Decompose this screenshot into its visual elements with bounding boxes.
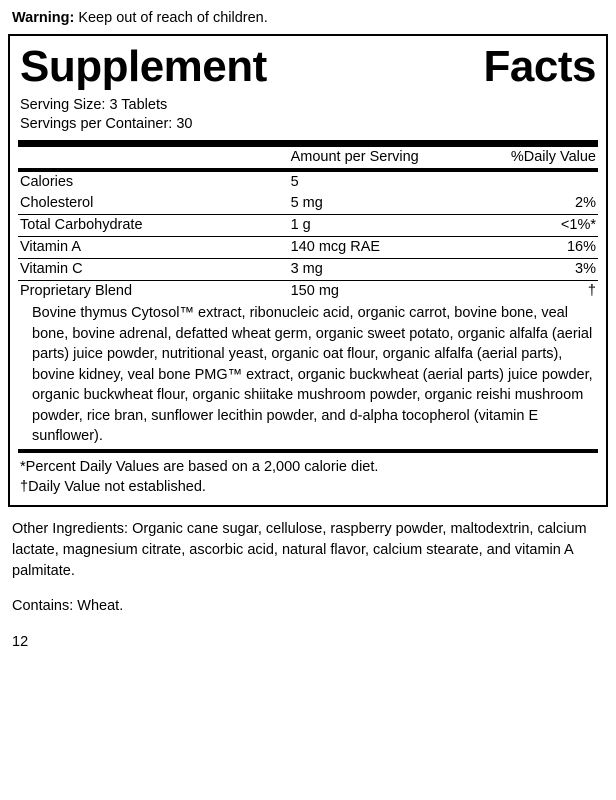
panel-title-facts: Facts [483,42,596,91]
servings-per-container: Servings per Container: 30 [20,116,193,132]
warning-text: Keep out of reach of children. [74,10,268,26]
row-dv: † [587,283,596,299]
footnote-not-established: †Daily Value not established. [20,478,206,495]
table-header-row [18,147,598,168]
other-ingredients: Other Ingredients: Organic cane sugar, cellulose, raspberry powder, maltodextrin, calcium lactate, magnesium citrate, ascorbic acid, natural flavor, calcium stearate, and vitamin A palmitate. [12,520,587,579]
panel-title-supplement: Supplement [20,42,267,91]
warning-label: Warning: [12,10,75,26]
row-name: Calories [20,174,74,190]
row-amount: 1 g [291,215,482,237]
nutrition-table [18,147,598,168]
row-name: Vitamin C [18,259,291,281]
nutrition-rows [18,172,598,302]
table-row [18,172,598,193]
serving-info [18,92,598,136]
header-daily-value: %Daily Value [510,149,596,165]
table-row [18,215,598,237]
row-amount: 150 mg [290,283,339,299]
row-dv: <1%* [482,215,598,237]
table-row [18,259,598,281]
page-number: 12 [12,633,29,650]
proprietary-blend-description: Bovine thymus Cytosol™ extract, ribonucleic acid, organic carrot, bovine bone, veal bone, bovine adrenal, defatted wheat germ, organic sweet potato, organic alfalfa (aerial parts) juice powder, nutritional yeast, organic oat flour, organic alfalfa (aerial parts), bovine kidney, veal bone PMG™ extract, organic buckwheat (aerial parts) juice powder, organic buckwheat flour, organic shiitake mushroom powder, organic reishi mushroom powder, rice bran, sunflower lecithin powder, and d-alpha tocopherol (vitamin E sunflower). [32,305,593,444]
warning-line [8,0,608,34]
row-name: Vitamin A [18,237,291,259]
row-amount: 140 mcg RAE [291,237,482,259]
row-name: Total Carbohydrate [18,215,291,237]
serving-size: Serving Size: 3 Tablets [20,97,168,113]
table-row-proprietary-blend [18,281,598,303]
panel-rule-thick [18,140,598,147]
row-dv: 3% [482,259,598,281]
header-nutrient [18,147,291,168]
table-row [18,193,598,215]
header-amount-per-serving: Amount per Serving [290,149,419,165]
panel-title [18,40,598,92]
footnote-daily-values: *Percent Daily Values are based on a 2,000 calorie diet. [20,458,379,475]
row-dv [482,172,598,193]
row-dv: 2% [482,193,598,215]
contains-statement: Contains: Wheat. [12,597,124,614]
row-name: Cholesterol [18,193,291,215]
panel-footnotes [18,453,598,499]
supplement-facts-panel [8,34,608,507]
row-amount: 3 mg [291,259,482,281]
row-dv: 16% [482,237,598,259]
row-amount: 5 mg [291,193,482,215]
row-amount: 5 [290,174,299,190]
row-name: Proprietary Blend [20,283,133,299]
table-row [18,237,598,259]
